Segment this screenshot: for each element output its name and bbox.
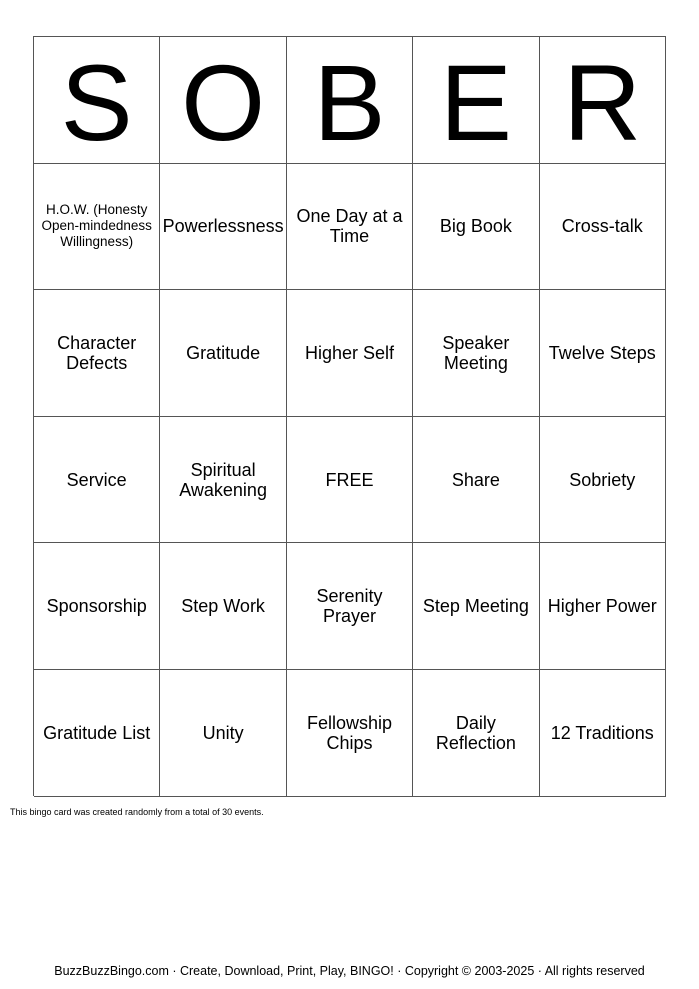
bingo-cell: Service — [34, 417, 160, 544]
bingo-cell: Daily Reflection — [413, 670, 539, 797]
bingo-cell: Step Work — [160, 543, 286, 670]
bingo-cell: Unity — [160, 670, 286, 797]
bingo-row-1 — [34, 164, 666, 291]
header-letter-b: B — [287, 37, 413, 164]
bingo-cell: Gratitude — [160, 290, 286, 417]
footer-copyright: BuzzBuzzBingo.com · Create, Download, Print, Play, BINGO! · Copyright © 2003-2025 · All rights reserved — [54, 964, 645, 978]
bingo-cell: Twelve Steps — [540, 290, 666, 417]
bingo-cell: Spiritual Awakening — [160, 417, 286, 544]
bingo-row-4 — [34, 543, 666, 670]
header-letter-s: S — [34, 37, 160, 164]
bingo-card — [33, 36, 666, 796]
bingo-cell: Character Defects — [34, 290, 160, 417]
bingo-row-2 — [34, 290, 666, 417]
bingo-cell: Step Meeting — [413, 543, 539, 670]
bingo-row-3 — [34, 417, 666, 544]
bingo-cell: Fellowship Chips — [287, 670, 413, 797]
bingo-cell: Serenity Prayer — [287, 543, 413, 670]
bingo-cell: Powerlessness — [160, 164, 286, 291]
bingo-cell: Speaker Meeting — [413, 290, 539, 417]
bingo-cell: Gratitude List — [34, 670, 160, 797]
bingo-cell: Big Book — [413, 164, 539, 291]
header-row — [34, 37, 666, 164]
header-letter-e: E — [413, 37, 539, 164]
bingo-cell: H.O.W. (Honesty Open-mindedness Willingness) — [34, 164, 160, 291]
bingo-cell: One Day at a Time — [287, 164, 413, 291]
bingo-cell: Higher Power — [540, 543, 666, 670]
free-space-cell: FREE — [287, 417, 413, 544]
generation-note: This bingo card was created randomly from a total of 30 events. — [10, 807, 264, 817]
bingo-cell: Sobriety — [540, 417, 666, 544]
bingo-cell: Share — [413, 417, 539, 544]
header-letter-o: O — [160, 37, 286, 164]
bingo-cell: Higher Self — [287, 290, 413, 417]
header-letter-r: R — [540, 37, 666, 164]
bingo-cell: 12 Traditions — [540, 670, 666, 797]
bingo-row-5 — [34, 670, 666, 797]
bingo-cell: Sponsorship — [34, 543, 160, 670]
bingo-cell: Cross-talk — [540, 164, 666, 291]
